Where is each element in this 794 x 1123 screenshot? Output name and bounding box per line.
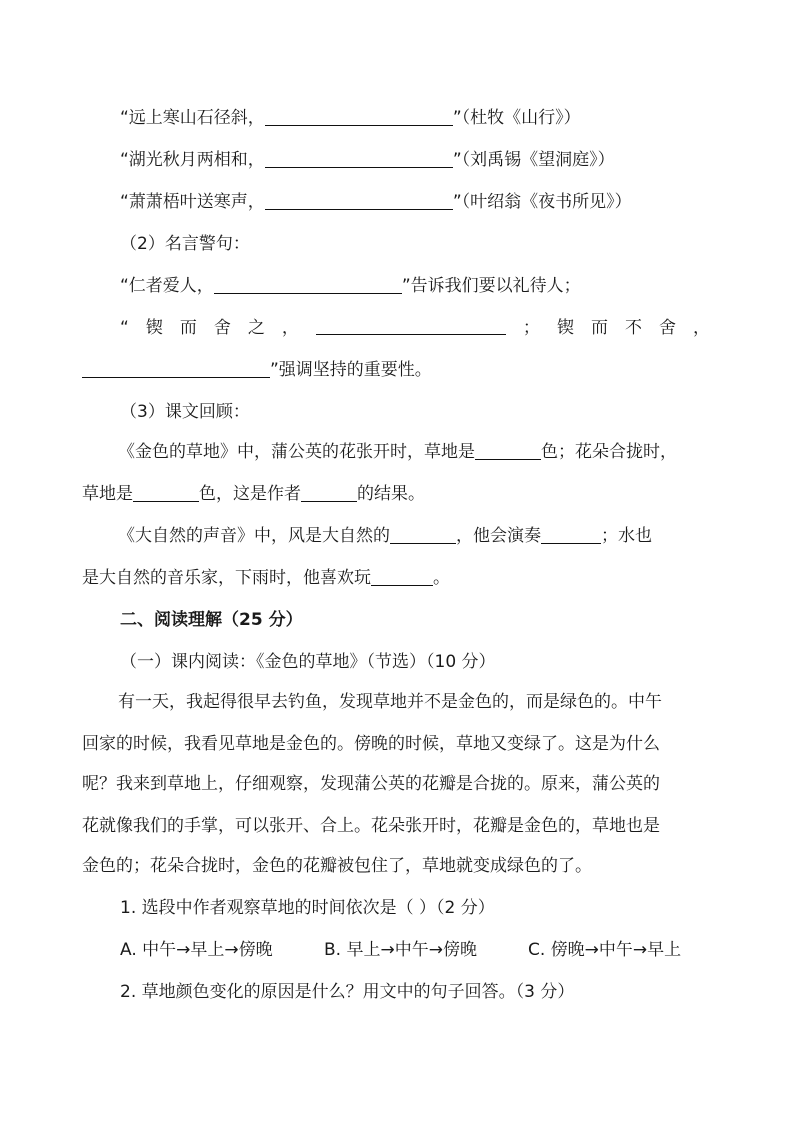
reading-title: （一）课内阅读：《金色的草地》（节选）（10 分） <box>120 652 496 672</box>
review-1-text-b: 色；花朵合拢时， <box>541 442 677 462</box>
review-2-text-d: 是大自然的音乐家，下雨时，他喜欢玩 <box>82 568 371 588</box>
review-1-text-e: 的结果。 <box>357 484 425 504</box>
review-1-text-c: 草地是 <box>82 484 133 504</box>
quote-line-1 <box>120 274 581 298</box>
passage-line: 呢？我来到草地上，仔细观察，发现蒲公英的花瓣是合拢的。原来，蒲公英的 <box>82 774 660 794</box>
question-1-options <box>120 938 681 962</box>
review-1-text-a: 《金色的草地》中，蒲公英的花张开时，草地是 <box>118 442 475 462</box>
question-1: 1. 选段中作者观察草地的时间依次是（ ）（2 分） <box>120 898 495 918</box>
quote-2-char: ， <box>693 318 710 338</box>
review-2-text-e: 。 <box>433 568 450 588</box>
question-2: 2. 草地颜色变化的原因是什么？用文中的句子回答。（3 分） <box>120 982 575 1002</box>
option-c[interactable]: C. 傍晚→中午→早上 <box>528 940 682 960</box>
poem-1-blank[interactable] <box>265 107 453 126</box>
poem-2-text: “湖光秋月两相和， <box>120 150 265 170</box>
review-2-blank-3[interactable] <box>371 567 433 586</box>
review-2-line-2 <box>82 566 450 590</box>
quote-2-semicolon: ； <box>522 318 540 338</box>
quote-line-2-cont <box>82 358 432 382</box>
review-2-blank-1[interactable] <box>390 525 456 544</box>
quote-2-char: 不 <box>624 318 642 338</box>
review-1-blank-2[interactable] <box>133 483 199 502</box>
quote-2-after: ”强调坚持的重要性。 <box>270 360 432 380</box>
poem-1-source: ”（杜牧《山行》） <box>452 108 581 128</box>
quote-2-char: 锲 <box>145 318 163 338</box>
quote-line-2 <box>120 316 710 340</box>
review-1-blank-3[interactable] <box>301 483 357 502</box>
review-2-text-a: 《大自然的声音》中，风是大自然的 <box>118 526 390 546</box>
poem-3-text: “萧萧梧叶送寒声， <box>120 192 265 212</box>
poem-line-1 <box>120 106 581 130</box>
review-1-blank-1[interactable] <box>475 441 541 460</box>
quote-2-blank-1[interactable] <box>316 316 506 335</box>
quote-2-char: 舍 <box>213 318 231 338</box>
passage-line: 金色的；花朵合拢时，金色的花瓣被包住了，草地就变成绿色的了。 <box>82 856 592 876</box>
quote-2-char: 锲 <box>556 318 574 338</box>
poem-2-blank[interactable] <box>265 149 453 168</box>
poem-1-text: “远上寒山石径斜， <box>120 108 265 128</box>
quote-1-after: ”告诉我们要以礼待人； <box>401 276 581 296</box>
poem-line-2 <box>120 148 615 172</box>
option-b[interactable]: B. 早上→中午→傍晚 <box>324 940 477 960</box>
review-1-text-d: 色，这是作者 <box>199 484 301 504</box>
review-1-line-1 <box>118 440 677 464</box>
part-2-title: 二、阅读理解（25 分） <box>120 610 303 630</box>
quote-2-char: 舍 <box>658 318 676 338</box>
poem-line-3 <box>120 190 632 214</box>
section-2-title: （2）名言警句： <box>120 234 250 254</box>
review-2-text-b: ，他会演奏 <box>456 526 541 546</box>
poem-2-source: ”（刘禹锡《望洞庭》） <box>452 150 615 170</box>
review-2-blank-2[interactable] <box>541 525 601 544</box>
review-2-line-1 <box>118 524 652 548</box>
quote-1-blank[interactable] <box>214 275 402 294</box>
option-a[interactable]: A. 中午→早上→傍晚 <box>120 940 273 960</box>
quote-1-text: “仁者爱人， <box>120 276 214 296</box>
passage-line: 花就像我们的手掌，可以张开、合上。花朵张开时，花瓣是金色的，草地也是 <box>82 816 660 836</box>
review-1-line-2 <box>82 482 425 506</box>
quote-2-char: ， <box>281 318 299 338</box>
passage-line: 有一天，我起得很早去钓鱼，发现草地并不是金色的，而是绿色的。中午 <box>118 692 662 712</box>
quote-2-char: 而 <box>179 318 197 338</box>
passage-line: 回家的时候，我看见草地是金色的。傍晚的时候，草地又变绿了。这是为什么 <box>82 734 660 754</box>
review-2-text-c: ；水也 <box>601 526 652 546</box>
quote-2-char: “ <box>120 318 129 338</box>
quote-2-char: 之 <box>247 318 265 338</box>
quote-2-char: 而 <box>590 318 608 338</box>
quote-2-blank-2[interactable] <box>82 359 270 378</box>
poem-3-source: ”（叶绍翁《夜书所见》） <box>452 192 632 212</box>
section-3-title: （3）课文回顾： <box>120 402 250 422</box>
poem-3-blank[interactable] <box>265 191 453 210</box>
